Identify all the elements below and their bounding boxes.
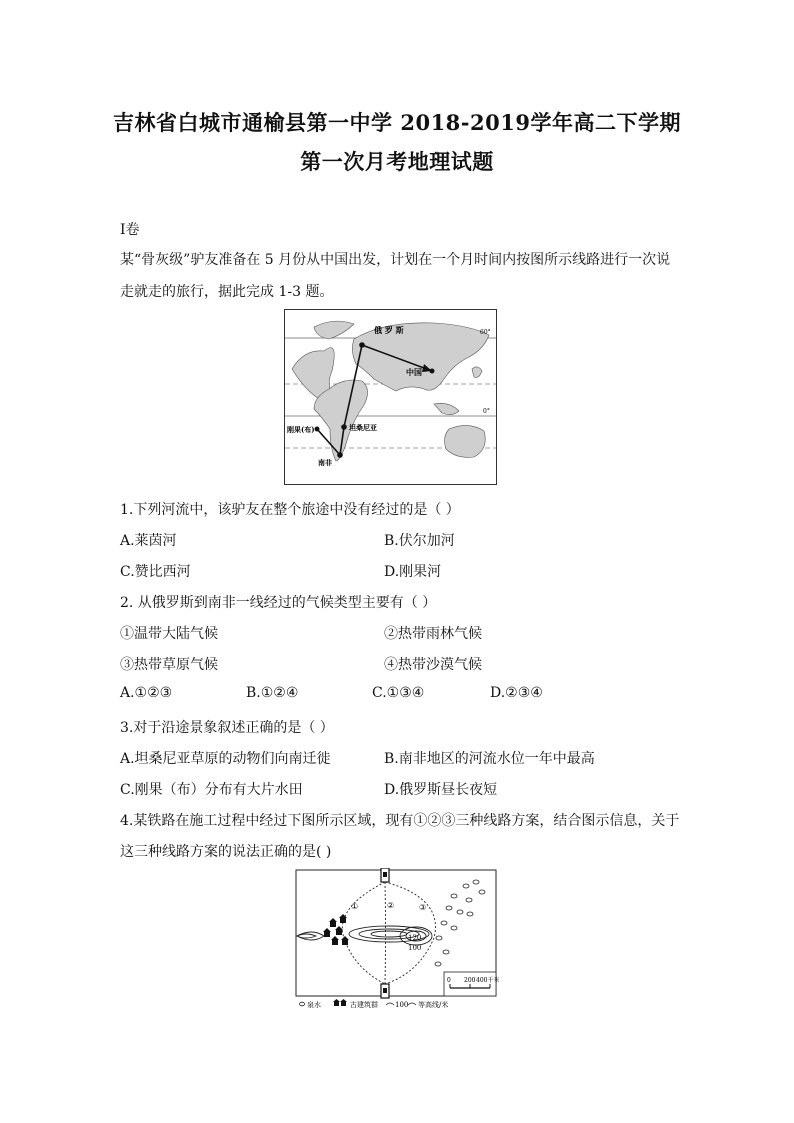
q2-item-3: ③热带草原气候 xyxy=(120,657,218,673)
scale-label-0: 0 xyxy=(447,977,451,984)
railway-map xyxy=(294,868,508,1010)
railway-map-figure xyxy=(294,868,508,1014)
route-map-figure xyxy=(284,309,504,489)
contour-label-120: 120 xyxy=(408,934,422,942)
document-title-line2: 第一次月考地理试题 xyxy=(300,149,494,174)
q3-option-d[interactable]: D.俄罗斯昼长夜短 xyxy=(384,782,498,798)
question-2-stem: 2. 从俄罗斯到南非一线经过的气候类型主要有（ ） xyxy=(120,595,437,611)
legend-contour: 等高线/米 xyxy=(418,1001,449,1009)
label-lat0: 0° xyxy=(483,408,490,415)
label-russia: 俄 罗 斯 xyxy=(374,325,404,335)
legend-spring: 泉水 xyxy=(307,1001,321,1009)
scale-label-400: 400千米 xyxy=(476,977,500,984)
q3-option-a[interactable]: A.坦桑尼亚草原的动物们向南迁徙 xyxy=(120,751,331,767)
q2-item-4: ④热带沙漠气候 xyxy=(384,657,482,673)
legend-building: 古建筑群 xyxy=(350,1001,378,1009)
scale-bar xyxy=(444,972,499,996)
document-title-line1: 吉林省白城市通榆县第一中学 2018-2019学年高二下学期 xyxy=(113,110,681,135)
q2-option-d[interactable]: D.②③④ xyxy=(490,685,543,701)
legend-contour-value: 100 xyxy=(395,1001,409,1009)
q2-option-c[interactable]: C.①③④ xyxy=(372,685,425,701)
q2-option-b[interactable]: B.①②④ xyxy=(246,685,299,701)
q1-option-b[interactable]: B.伏尔加河 xyxy=(384,533,455,549)
label-lat60: 60° xyxy=(480,329,491,336)
q1-option-c[interactable]: C.赞比西河 xyxy=(120,564,191,580)
q2-item-2: ②热带雨林气候 xyxy=(384,626,482,642)
section-label: I卷 xyxy=(120,222,140,238)
route-label-1: ① xyxy=(351,902,359,911)
label-congo: 刚果(布) xyxy=(287,425,315,434)
q2-item-1: ①温带大陆气候 xyxy=(120,626,218,642)
intro-line2: 走就走的旅行，据此完成 1-3 题。 xyxy=(120,284,334,300)
q2-option-a[interactable]: A.①②③ xyxy=(120,685,173,701)
question-1-stem: 1.下列河流中，该驴友在整个旅途中没有经过的是（ ） xyxy=(120,502,460,518)
q3-option-c[interactable]: C.刚果（布）分布有大片水田 xyxy=(120,782,303,798)
question-4-stem-line2: 这三种线路方案的说法正确的是( ) xyxy=(120,844,332,860)
contour-label-100: 100 xyxy=(408,944,422,952)
q1-option-d[interactable]: D.刚果河 xyxy=(384,564,442,580)
legend-spring-icon xyxy=(300,1002,305,1006)
label-china: 中国 xyxy=(406,367,422,377)
legend-building-icon xyxy=(333,999,347,1006)
intro-line1: 某“骨灰级”驴友准备在 5 月份从中国出发，计划在一个月时间内按图所示线路进行一次说 xyxy=(120,252,671,268)
scale-label-200: 200 xyxy=(464,977,476,984)
q3-option-b[interactable]: B.南非地区的河流水位一年中最高 xyxy=(384,751,595,767)
q1-option-a[interactable]: A.莱茵河 xyxy=(120,533,177,549)
question-4-stem-line1: 4.某铁路在施工过程中经过下图所示区域，现有①②③三种线路方案，结合图示信息，关于 xyxy=(120,813,680,829)
label-south-africa: 南非 xyxy=(318,458,332,467)
map-legend xyxy=(300,999,449,1009)
route-label-2: ② xyxy=(387,901,395,910)
route-label-3: ③ xyxy=(419,903,427,912)
route-map xyxy=(284,309,504,485)
question-3-stem: 3.对于沿途景象叙述正确的是（ ） xyxy=(120,720,334,736)
label-tanzania: 坦桑尼亚 xyxy=(349,423,377,432)
